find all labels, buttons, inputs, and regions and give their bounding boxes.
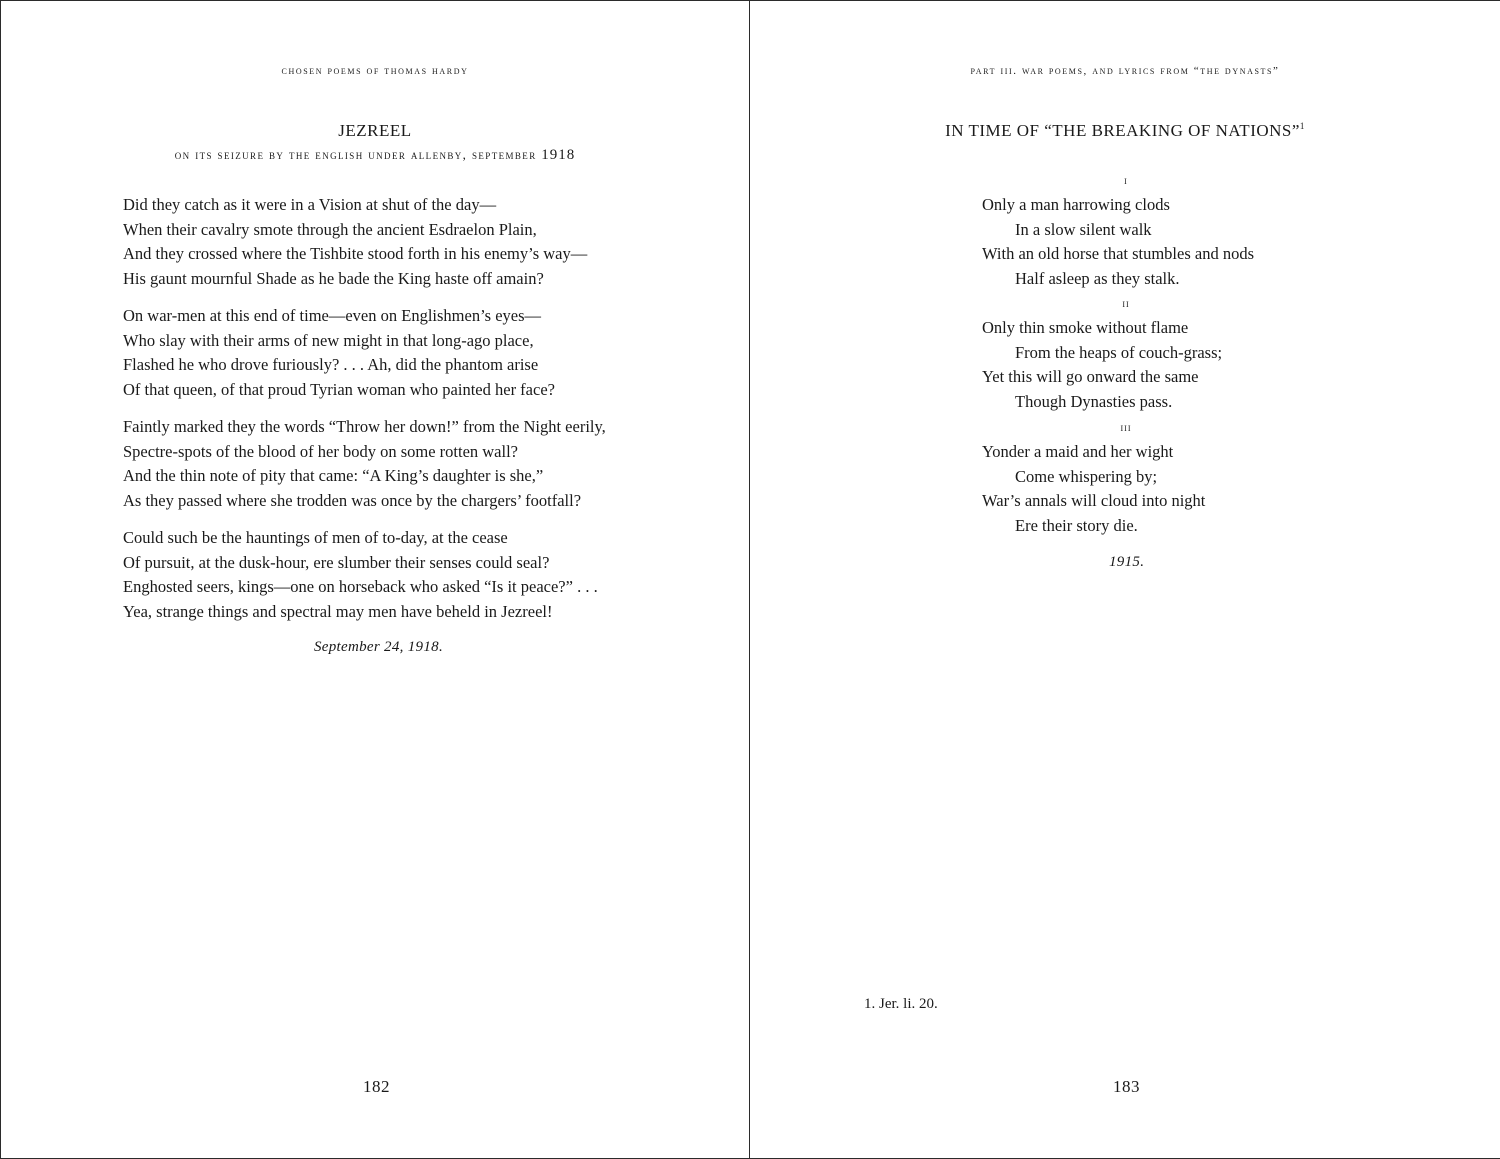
stanza-1 bbox=[123, 193, 587, 292]
section-numeral-1: i bbox=[1124, 175, 1128, 187]
subtitle-text: on its seizure by the english under allenby, september bbox=[174, 147, 537, 162]
poem-line: Yonder a maid and her wight bbox=[982, 442, 1174, 461]
poem-line: Of that queen, of that proud Tyrian woman who painted her face? bbox=[123, 380, 555, 400]
running-head-right: part iii. war poems, and lyrics from “the dynasts” bbox=[970, 65, 1280, 77]
poem-line: Yea, strange things and spectral may men have beheld in Jezreel! bbox=[123, 602, 553, 622]
poem-line: Flashed he who drove furiously? . . . Ah, did the phantom arise bbox=[123, 355, 539, 375]
poem-date-right: 1915. bbox=[1109, 554, 1145, 570]
poem-line: When their cavalry smote through the ancient Esdraelon Plain, bbox=[123, 219, 537, 239]
poem-line: With an old horse that stumbles and nods bbox=[982, 244, 1255, 264]
poem-line: Of pursuit, at the dusk-hour, ere slumber their senses could seal? bbox=[123, 552, 550, 572]
poem-line: Yet this will go onward the same bbox=[982, 367, 1199, 387]
section-3 bbox=[982, 440, 1205, 539]
stanza-2 bbox=[123, 304, 555, 403]
section-numeral-3: iii bbox=[1120, 422, 1132, 434]
page-number-right: 183 bbox=[1113, 1077, 1140, 1096]
section-numeral-2: ii bbox=[1122, 298, 1130, 310]
poem-line: Faintly marked they the words “Throw her down!” from the Night eerily, bbox=[123, 417, 606, 436]
stanza-3 bbox=[123, 415, 606, 514]
poem-line: In a slow silent walk bbox=[1015, 219, 1152, 239]
right-page bbox=[749, 0, 1500, 1159]
poem-line: Though Dynasties pass. bbox=[1015, 392, 1173, 412]
poem-line: Spectre-spots of the blood of her body on some rotten wall? bbox=[123, 441, 518, 461]
section-1 bbox=[982, 193, 1254, 292]
poem-title-breaking-of-nations bbox=[750, 121, 1500, 141]
poem-line: From the heaps of couch-grass; bbox=[1015, 342, 1223, 362]
stanza-4 bbox=[123, 526, 598, 625]
poem-line: As they passed where she trodden was once by the chargers’ footfall? bbox=[123, 491, 582, 511]
poem-line: Could such be the hauntings of men of to-day, at the cease bbox=[123, 528, 508, 547]
poem-line: Half asleep as they stalk. bbox=[1015, 269, 1180, 289]
poem-subtitle bbox=[1, 147, 749, 164]
poem-line: And the thin note of pity that came: “A King’s daughter is she,” bbox=[123, 466, 544, 486]
poem-line: On war-men at this end of time—even on Englishmen’s eyes— bbox=[123, 306, 542, 325]
poem-line: And they crossed where the Tishbite stood forth in his enemy’s way— bbox=[123, 244, 588, 264]
page-number-left: 182 bbox=[363, 1077, 390, 1096]
footnote-marker: 1 bbox=[1299, 121, 1305, 131]
poem-date-left: September 24, 1918. bbox=[314, 639, 444, 655]
poem-line: Ere their story die. bbox=[1015, 516, 1138, 536]
poem-line: Enghosted seers, kings—one on horseback who asked “Is it peace?” . . . bbox=[123, 577, 598, 597]
poem-title-jezreel: JEZREEL bbox=[338, 121, 412, 140]
running-head-left: chosen poems of thomas hardy bbox=[281, 65, 469, 77]
left-page bbox=[0, 0, 749, 1159]
poem-line: Did they catch as it were in a Vision at shut of the day— bbox=[123, 195, 497, 214]
poem-line: Who slay with their arms of new might in that long-ago place, bbox=[123, 330, 534, 350]
poem-line: Only thin smoke without flame bbox=[982, 318, 1189, 337]
section-2 bbox=[982, 316, 1222, 415]
poem-line: War’s annals will cloud into night bbox=[982, 491, 1206, 511]
title-text: IN TIME OF “THE BREAKING OF NATIONS” bbox=[945, 121, 1300, 140]
subtitle-year: 1918 bbox=[541, 147, 576, 163]
poem-line: His gaunt mournful Shade as he bade the King haste off amain? bbox=[123, 269, 544, 289]
footnote: 1. Jer. li. 20. bbox=[864, 996, 938, 1012]
poem-line: Only a man harrowing clods bbox=[982, 195, 1170, 214]
poem-line: Come whispering by; bbox=[1015, 466, 1158, 486]
